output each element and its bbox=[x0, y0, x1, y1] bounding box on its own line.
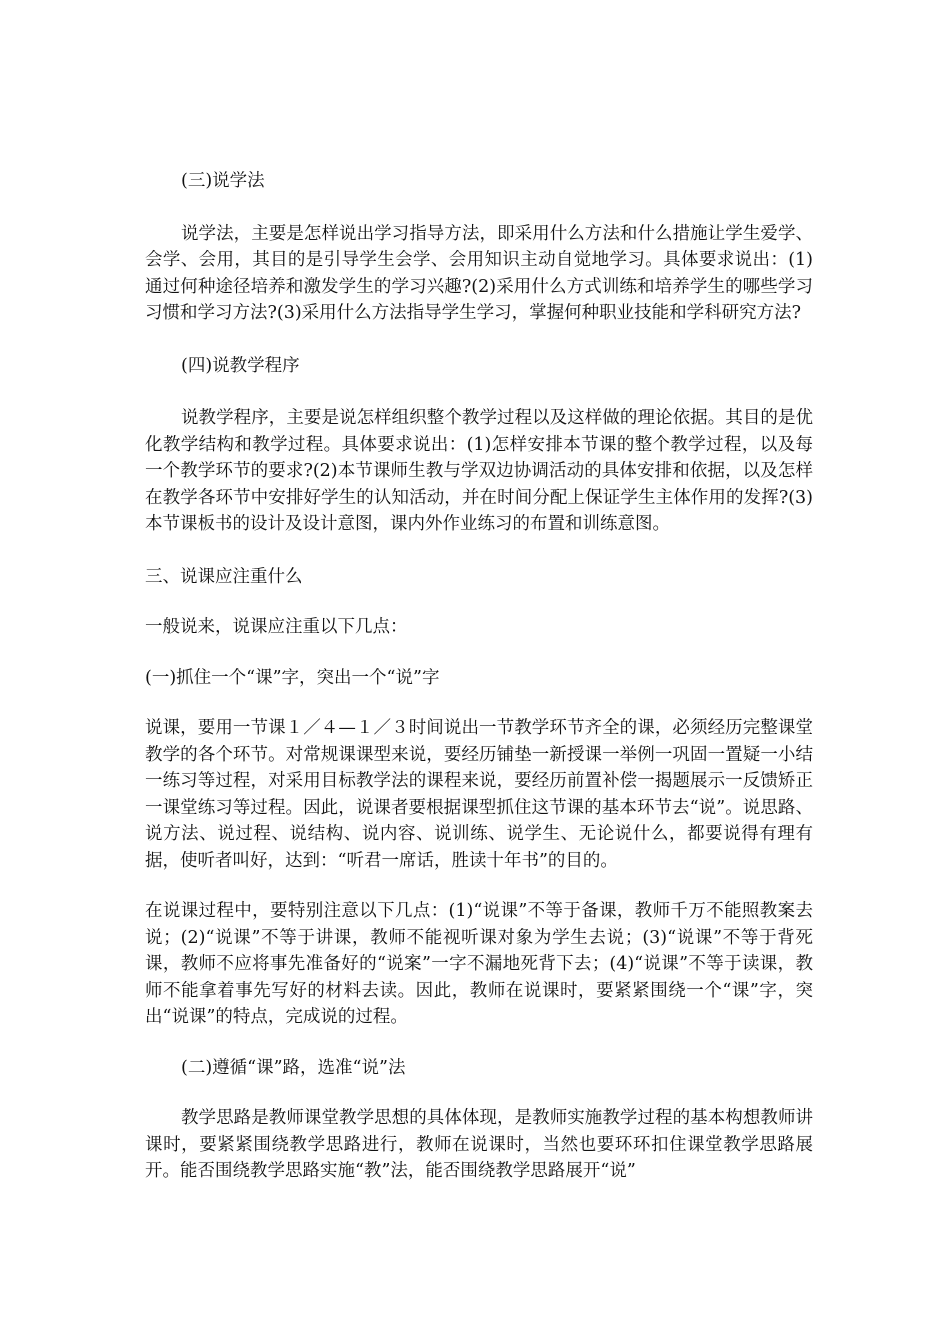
section-heading-teaching-procedure: (四)说教学程序 bbox=[181, 355, 300, 376]
paragraph-study-method: 说学法，主要是怎样说出学习指导方法，即采用什么方法和什么措施让学生爱学、会学、会用，其目的是引导学生会学、会用知识主动自觉地学习。具体要求说出：(1)通过何种途径培养和激发学生的学习兴趣?(2)采用什么方式训练和培养学生的哪些学习习惯和学习方法?(3)采用什么方法指导学生学习，掌握何种职业技能和学科研究方法? bbox=[145, 223, 813, 323]
subheading-grasp-lesson: (一)抓住一个“课”字，突出一个“说”字 bbox=[145, 667, 440, 688]
paragraph-grasp-lesson: 说课，要用一节课１／４—１／３时间说出一节教学环节齐全的课，必须经历完整课堂教学的各个环节。对常规课课型来说，要经历铺垫一新授课一举例一巩固一置疑一小结一练习等过程，对采用目标教学法的课程来说，要经历前置补偿一揭题展示一反馈矫正一课堂练习等过程。因此，说课者要根据课型抓住这节课的基本环节去“说”。说思路、说方法、说过程、说结构、说内容、说训练、说学生、无论说什么，都要说得有理有据，使听者叫好，达到：“听君一席话，胜读十年书”的目的。 bbox=[145, 718, 813, 871]
subheading-follow-lesson-path: (二)遵循“课”路，选准“说”法 bbox=[181, 1057, 406, 1078]
section-heading-study-method: (三)说学法 bbox=[181, 171, 265, 191]
document-page bbox=[145, 168, 813, 1185]
section-heading-what-to-focus: 三、说课应注重什么 bbox=[145, 566, 303, 587]
paragraph-teaching-ideas: 教学思路是教师课堂教学思想的具体体现，是教师实施教学过程的基本构想教师讲课时，要紧紧围绕教学思路进行，教师在说课时，当然也要环环扣住课堂教学思路展开。能否围绕教学思路实施“教”法，能否围绕教学思路展开“说” bbox=[145, 1108, 813, 1181]
paragraph-attention-points: 在说课过程中，要特别注意以下几点：(1)“说课”不等于备课，教师千万不能照教案去说；(2)“说课”不等于讲课，教师不能视听课对象为学生去说；(3)“说课”不等于背死课，教师不应将事先准备好的“说案”一字不漏地死背下去；(4)“说课”不等于读课，教师不能拿着事先写好的材料去读。因此，教师在说课时，要紧紧围绕一个“课”字，突出“说课”的特点，完成说的过程。 bbox=[145, 901, 813, 1027]
intro-line: 一般说来，说课应注重以下几点： bbox=[145, 617, 408, 637]
paragraph-teaching-procedure: 说教学程序，主要是说怎样组织整个教学过程以及这样做的理论依据。其目的是优化教学结构和教学过程。具体要求说出：(1)怎样安排本节课的整个教学过程，以及每一个教学环节的要求?(2)本节课师生教与学双边协调活动的具体安排和依据，以及怎样在教学各环节中安排好学生的认知活动，并在时间分配上保证学生主体作用的发挥?(3)本节课板书的设计及设计意图，课内外作业练习的布置和训练意图。 bbox=[145, 408, 813, 534]
